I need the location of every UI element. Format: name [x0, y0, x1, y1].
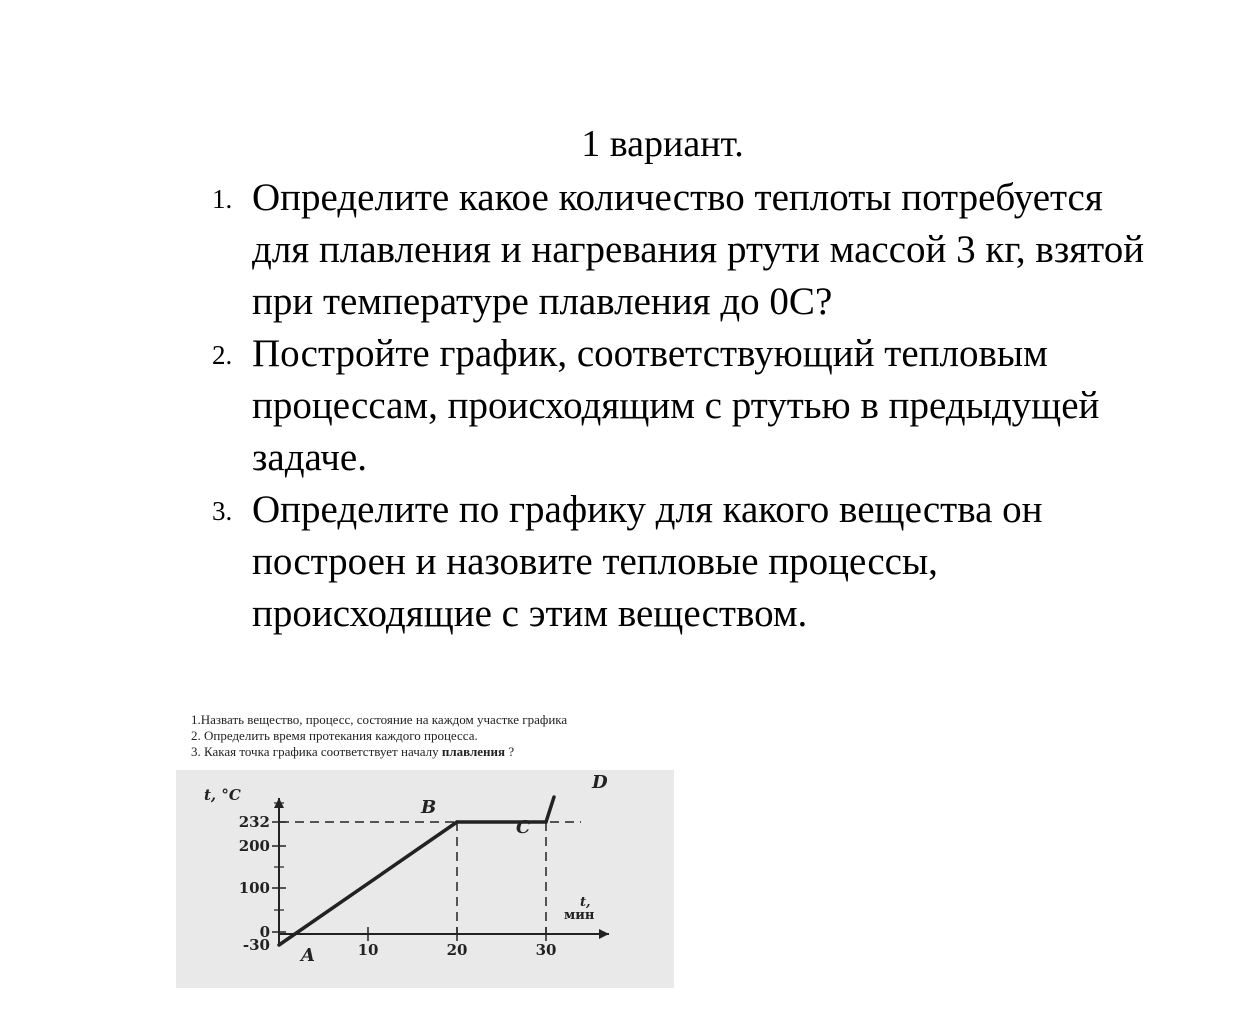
point-label-d: D — [592, 772, 608, 793]
task-number: 3. — [212, 496, 233, 526]
x-axis-label-bottom: мин — [564, 908, 595, 923]
task-text: Постройте график, соответствующий тепловым процессам, происходящим с ртутью в предыдущей задаче. — [252, 332, 1100, 479]
y-tick-label: 200 — [238, 837, 270, 855]
y-tick-label: 0 — [259, 923, 270, 941]
x-tick-label: 30 — [535, 941, 557, 959]
y-tick-label: 100 — [238, 879, 270, 897]
task-text: Определите какое количество теплоты потребуется для плавления и нагревания ртути массой 3 кг, взятой при температуре плавления до 0С? — [252, 176, 1145, 323]
variant-title: 1 вариант. — [581, 123, 744, 165]
task-list — [212, 172, 1162, 640]
point-label-c: C — [516, 817, 531, 838]
task-item — [212, 484, 1162, 640]
point-label-a: A — [301, 945, 315, 966]
task-item — [212, 328, 1162, 484]
point-label-b: B — [421, 797, 437, 818]
x-tick-label: 10 — [357, 941, 379, 959]
segment-CD — [546, 797, 554, 822]
task-text: Определите по графику для какого вещества он построен и назовите тепловые процессы, происходящие с этим веществом. — [252, 488, 1043, 635]
task-number: 2. — [212, 340, 233, 370]
worksheet-question-1: 1.Назвать вещество, процесс, состояние на каждом участке графика — [191, 712, 568, 727]
worksheet-image — [176, 706, 736, 996]
x-axis-label-top: t, — [580, 895, 591, 910]
y-tick-label: 232 — [238, 813, 270, 831]
segment-AB — [279, 822, 457, 945]
worksheet-question-2: 2. Определить время протекания каждого процесса. — [191, 728, 478, 743]
heating-graph — [176, 770, 674, 988]
worksheet-question-3: 3. Какая точка графика соответствует началу плавления ? — [191, 744, 515, 759]
y-tick-label: -30 — [242, 936, 270, 954]
task-number: 1. — [212, 184, 233, 214]
y-axis-label: t, °C — [204, 786, 241, 804]
task-item — [212, 172, 1162, 328]
x-tick-label: 20 — [446, 941, 468, 959]
heating-graph-svg — [176, 770, 674, 988]
